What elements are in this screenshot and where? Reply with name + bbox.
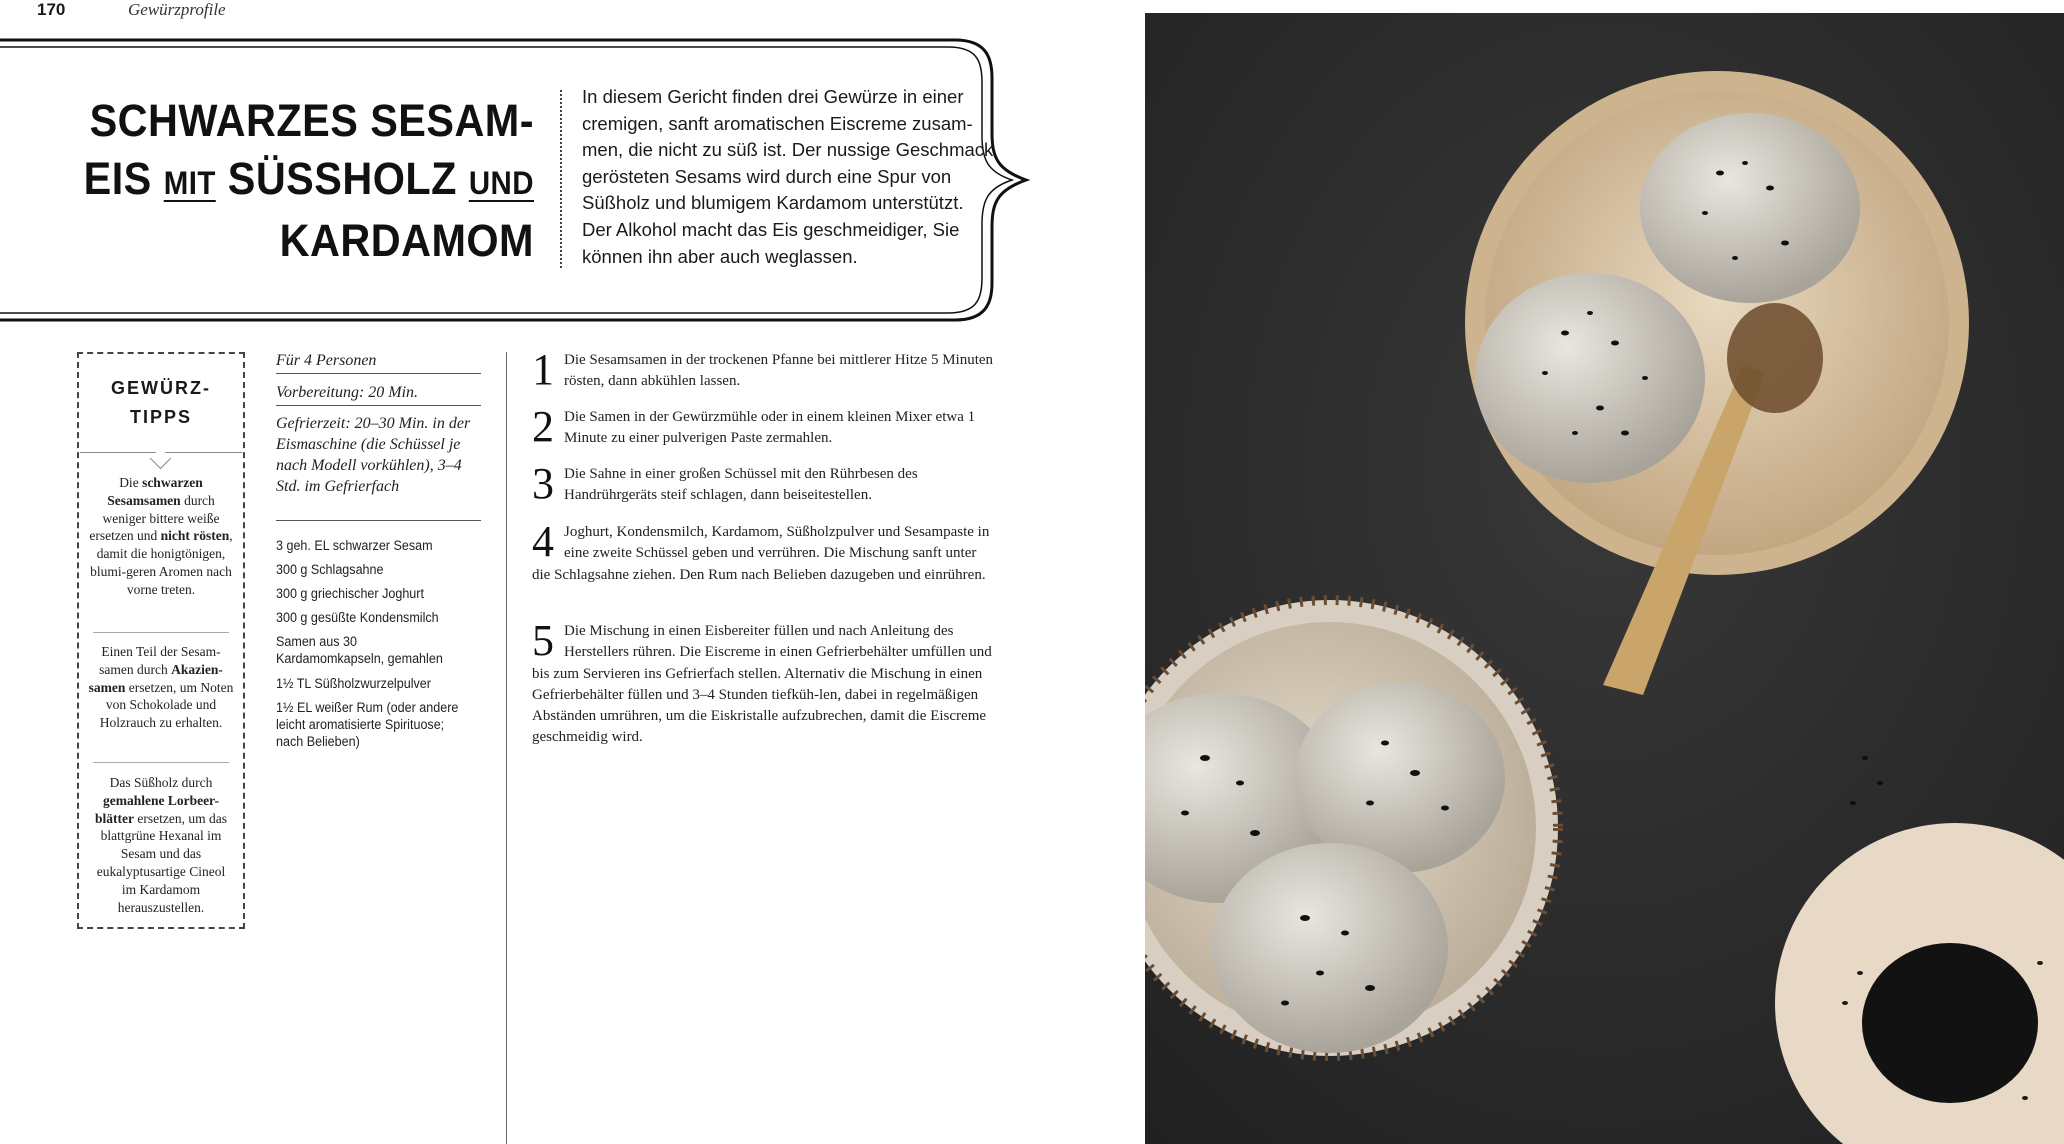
meta-rule (276, 373, 481, 374)
prep-time: Vorbereitung: 20 Min. (276, 384, 419, 401)
step-text: Die Sesamsamen in der trockenen Pfanne bei mittlerer Hitze 5 Minuten rösten, dann abkühlen lassen. (564, 352, 994, 390)
intro-line: Süßholz und blumigem Kardamom unterstützt. (582, 192, 964, 214)
servings: Für 4 Personen (276, 352, 377, 369)
step-number: 4 (532, 517, 554, 566)
running-section-title: Gewürzprofile (128, 0, 226, 19)
ice-cream-scoop (1212, 843, 1448, 1053)
ingredient-item: 300 g griechischer Joghurt (276, 586, 424, 601)
tips-title-line-2: TIPPS (129, 407, 192, 427)
intro-line: Der Alkohol macht das Eis geschmeidiger, Sie (582, 218, 960, 240)
ingredient-item: 1½ TL Süßholzwurzelpulver (276, 676, 431, 691)
black-sesame-pile (1862, 943, 2038, 1103)
intro-line: In diesem Gericht finden drei Gewürze in einer (582, 86, 964, 107)
title-suessholz: SÜSSHOLZ (227, 153, 457, 204)
title-line-3: KARDAMOM (279, 215, 534, 266)
title-line-2 (19, 150, 534, 212)
step-text: Die Mischung in einen Eisbereiter füllen und nach Anleitung des Herstellers rühren. Die Eiscreme in einen Gefrierbehälter umfüllen und bis zum Servieren ins Gefrierfach stellen. Alternativ die Mischung in einen Gefrierbehälter füllen und 3–4 Stunden tiefküh-len, dabei in regelmäßigen Abständen umrühren, um die Eiskristalle aufzubrechen, damit die Eiscreme geschmeidig wird. (532, 623, 992, 746)
step-number: 5 (532, 616, 554, 665)
step-number: 3 (532, 459, 554, 508)
intro-line: gerösteten Sesams wird durch eine Spur von (582, 165, 952, 187)
ingredient-item: 3 geh. EL schwarzer Sesam (276, 538, 433, 553)
method-step-2 (532, 402, 994, 451)
tips-separator (93, 762, 229, 763)
intro-line: können ihn aber auch weglassen. (582, 245, 858, 267)
method-step-4 (532, 517, 994, 586)
freeze-time: Gefrierzeit: 20–30 Min. in der Eismaschine (die Schüssel je nach Modell vorkühlen), 3–4 Std. im Gefrierfach (276, 415, 471, 495)
title-und: UND (468, 165, 534, 201)
step-text: Die Samen in der Gewürzmühle oder in einem kleinen Mixer etwa 1 Minute zu einer pulverigen Paste zermahlen. (564, 409, 976, 447)
title-mit: MIT (163, 165, 216, 201)
page-number: 170 (37, 0, 66, 19)
method-step-3 (532, 459, 994, 508)
meta-rule (276, 520, 481, 521)
intro-divider (560, 90, 562, 268)
tips-separator (93, 632, 229, 633)
ingredient-item: 1½ EL weißer Rum (oder andere leicht aromatisierte Spirituose; nach Belieben) (276, 700, 459, 749)
title-line-1: SCHWARZES SESAM- (89, 95, 534, 146)
step-text: Die Sahne in einer großen Schüssel mit den Rührbesen des Handrührgeräts steif schlagen, dann beiseitestellen. (564, 466, 918, 504)
ingredient-item: Samen aus 30 Kardamomkapseln, gemahlen (276, 634, 443, 666)
ice-cream-photo (1145, 13, 2064, 1144)
intro-line: men, die nicht zu süß ist. Der nussige Geschmack (582, 139, 994, 161)
spice-tips-title (77, 374, 245, 432)
step-number: 1 (532, 345, 554, 394)
intro-paragraph (582, 84, 1002, 270)
ice-cream-scoop (1475, 273, 1705, 483)
meta-rule (276, 405, 481, 406)
ingredient-item: 300 g Schlagsahne (276, 562, 384, 577)
column-divider (506, 352, 507, 1144)
method-step-1 (532, 345, 994, 394)
tips-title-line-1: GEWÜRZ- (111, 378, 211, 398)
step-number: 2 (532, 402, 554, 451)
intro-line: cremigen, sanft aromatischen Eiscreme zusam- (582, 112, 973, 134)
spice-tip-1: Die schwarzen Sesamsamen durch weniger bittere weiße ersetzen und nicht rösten, damit die honigtönigen, blumi-geren Aromen nach vorne treten. (89, 475, 233, 597)
spice-tip-2: Einen Teil der Sesam-samen durch Akazien-samen ersetzen, um Noten von Schokolade und Holzrauch zu erhalten. (88, 644, 234, 731)
step-text: Joghurt, Kondensmilch, Kardamom, Süßholzpulver und Sesampaste in eine zweite Schüssel geben und verrühren. Die Mischung sanft unter die Schlagsahne ziehen. Den Rum nach Belieben dazugeben und einrühren. (532, 524, 990, 583)
spice-tip-3: Das Süßholz durch gemahlene Lorbeer-blätter ersetzen, um das blattgrüne Hexanal im Sesam und das eukalyptusartige Cineol im Kardamom herauszustellen. (95, 775, 227, 915)
method-step-5 (532, 616, 994, 749)
ingredient-item: 300 g gesüßte Kondensmilch (276, 610, 439, 625)
ice-cream-scoop (1640, 113, 1860, 303)
title-eis: EIS (83, 153, 152, 204)
recipe-title (19, 92, 534, 270)
